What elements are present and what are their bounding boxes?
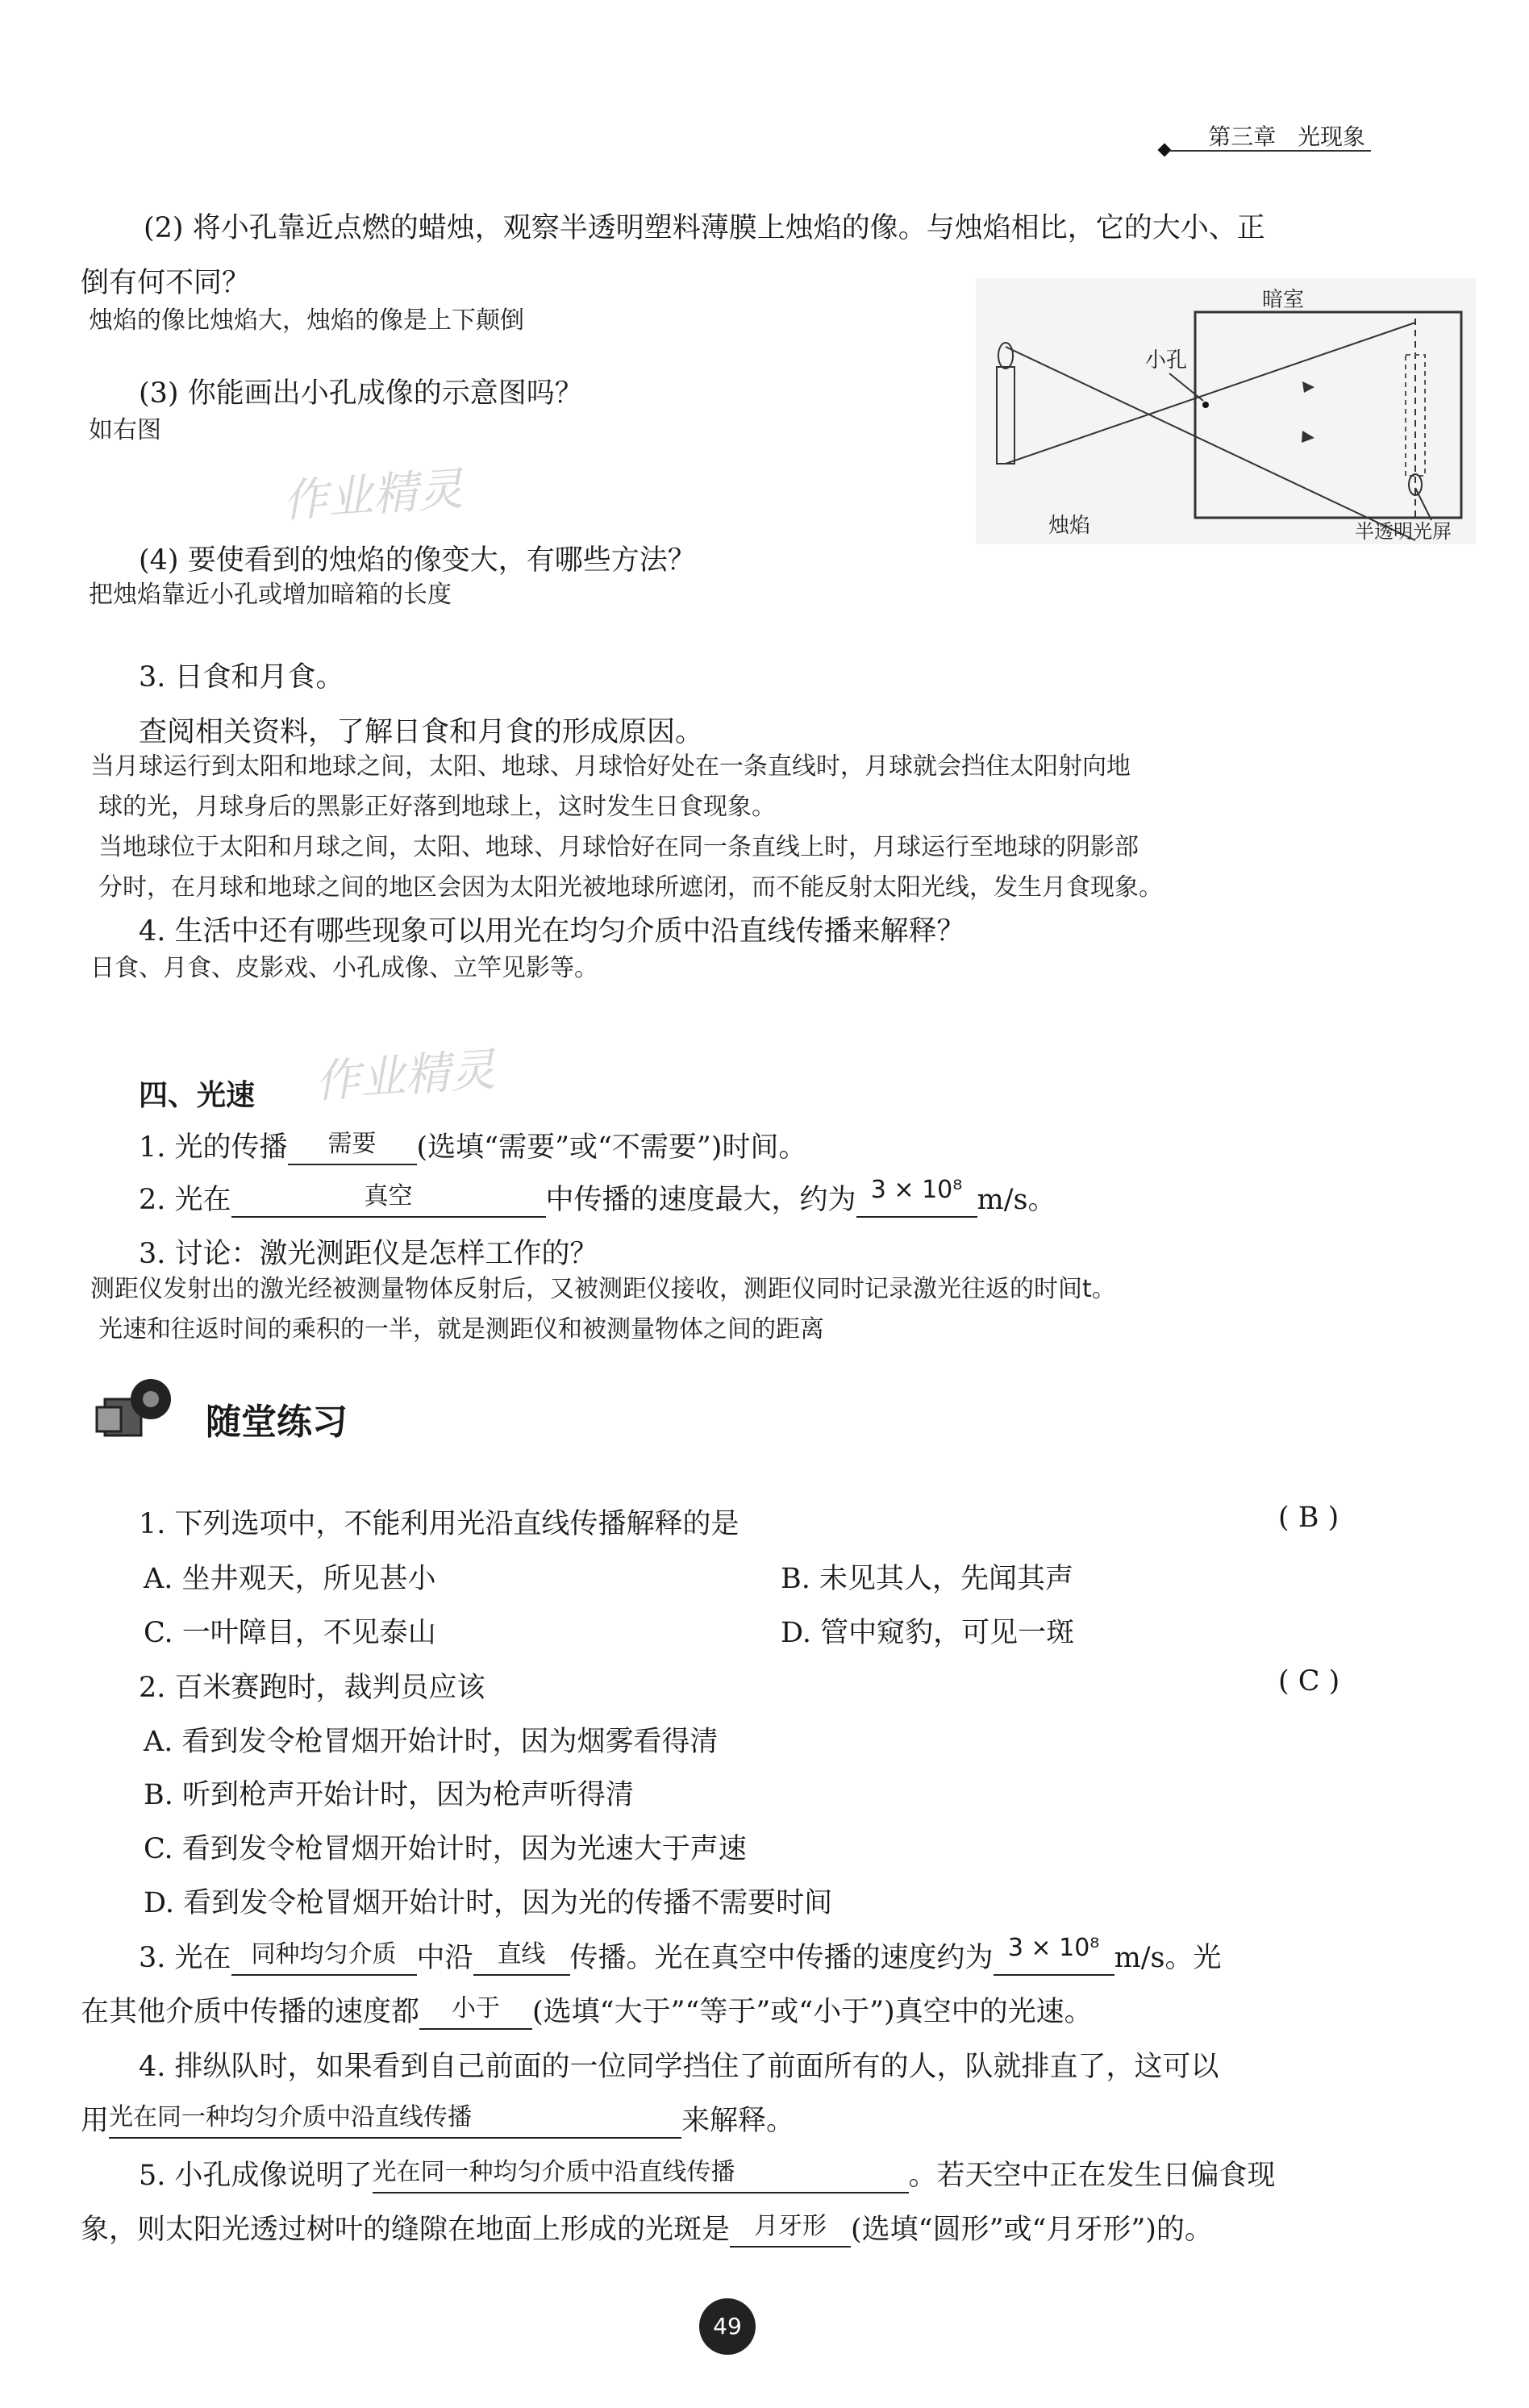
p4-blank [109, 2102, 681, 2139]
p5-fill-2: 月牙形 [754, 2212, 827, 2240]
p5-line-2 [81, 2207, 1213, 2248]
p1-answer: ( B ) [1278, 1502, 1339, 1534]
p1-option-d: D. 管中窥豹，可见一斑 [781, 1617, 1075, 1649]
p3-blank-2 [473, 1939, 570, 1976]
p5-text-a: 5. 小孔成像说明了 [139, 2160, 373, 2192]
p5-text-b: 。若天空中正在发生日偏食现 [908, 2160, 1276, 2192]
sec4-2-blank-2 [856, 1176, 977, 1218]
label-hole: 小孔 [1145, 348, 1188, 373]
sec4-1-text-b: (选填“需要”或“不需要”)时间。 [416, 1131, 807, 1164]
sec4-item-1 [139, 1125, 806, 1165]
label-screen: 半透明光屏 [1355, 520, 1452, 543]
p3-blank-1 [231, 1939, 417, 1976]
p2-option-d: D. 看到发令枪冒烟开始计时，因为光的传播不需要时间 [144, 1887, 833, 1919]
q3-answer-4: 分时，在月球和地球之间的地区会因为太阳光被地球所遮闭，而不能反射太阳光线，发生月食现象。 [98, 873, 1163, 902]
p3-blank-3 [994, 1934, 1114, 1976]
p3-text-e: 在其他介质中传播的速度都 [81, 1996, 420, 2028]
watermark-2: 作业精灵 [313, 1044, 498, 1109]
sec4-item-3: 3. 讨论：激光测距仪是怎样工作的？ [139, 1238, 598, 1270]
pinhole-diagram-svg [976, 278, 1476, 544]
sec4-1-fill: 需要 [327, 1130, 377, 1158]
q2-2-answer: 烛焰的像比烛焰大，烛焰的像是上下颠倒 [89, 306, 524, 335]
q2-4-answer: 把烛焰靠近小孔或增加暗箱的长度 [89, 581, 452, 609]
p4-text-b: 来解释。 [681, 2105, 795, 2137]
practice-title: 随堂练习 [206, 1402, 348, 1443]
q2-4-question: (4) 要使看到的烛焰的像变大，有哪些方法？ [139, 544, 696, 577]
p2-option-a: A. 看到发令枪冒烟开始计时，因为烟雾看得清 [144, 1726, 719, 1758]
p1-option-a: A. 坐井观天，所见甚小 [144, 1563, 436, 1595]
q2-2-line1: (2) 将小孔靠近点燃的蜡烛，观察半透明塑料薄膜上烛焰的像。与烛焰相比，它的大小、正 [144, 212, 1265, 244]
q4-answer: 日食、月食、皮影戏、小孔成像、立竿见影等。 [90, 954, 598, 982]
p2-option-c: C. 看到发令枪冒烟开始计时，因为光速大于声速 [144, 1833, 747, 1865]
p4-line-2 [81, 2098, 794, 2139]
q2-3-question: (3) 你能画出小孔成像的示意图吗？ [139, 377, 583, 410]
q2-3-answer: 如右图 [89, 416, 161, 444]
p2-option-b: B. 听到枪声开始计时，因为枪声听得清 [144, 1779, 634, 1811]
p2-stem: 2. 百米赛跑时，裁判员应该 [139, 1672, 485, 1704]
section-title-light-speed: 四、光速 [139, 1079, 256, 1112]
sec4-2-blank-1 [231, 1181, 546, 1218]
sec4-3-answer-1: 测距仪发射出的激光经被测量物体反射后，又被测距仪接收，测距仪同时记录激光往返的时间t。 [90, 1275, 1116, 1303]
p5-blank-1 [373, 2156, 909, 2193]
p3-blank-4 [419, 1993, 532, 2030]
header-rule [1169, 150, 1371, 152]
p3-text-b: 中沿 [416, 1942, 473, 1974]
p5-blank-2 [730, 2210, 851, 2248]
watermark: 作业精灵 [281, 463, 465, 528]
p3-text-c: 传播。光在真空中传播的速度约为 [569, 1942, 994, 1974]
p5-fill-1: 光在同一种均匀介质中沿直线传播 [372, 2158, 735, 2186]
p5-text-c: 象，则太阳光透过树叶的缝隙在地面上形成的光斑是 [81, 2214, 731, 2246]
p1-stem: 1. 下列选项中，不能利用光沿直线传播解释的是 [139, 1508, 740, 1540]
pinhole-diagram [976, 278, 1476, 544]
p3-fill-3: 3 × 10⁸ [1007, 1934, 1100, 1962]
label-flame: 烛焰 [1048, 514, 1091, 538]
sec4-1-blank [288, 1128, 417, 1165]
p1-option-c: C. 一叶障目，不见泰山 [144, 1617, 436, 1649]
p5-text-d: (选填“圆形”或“月牙形”)的。 [851, 2214, 1213, 2246]
q3-answer-2: 球的光，月球身后的黑影正好落到地球上，这时发生日食现象。 [98, 793, 776, 821]
p2-answer: ( C ) [1278, 1665, 1340, 1698]
chapter-title: 光现象 [1297, 123, 1365, 150]
p3-fill-4: 小于 [452, 1994, 501, 2023]
practice-icon [90, 1375, 179, 1448]
p3-text-a: 3. 光在 [139, 1942, 231, 1974]
sec4-2-text-c: m/s。 [977, 1184, 1056, 1216]
p4-fill: 光在同一种均匀介质中沿直线传播 [109, 2103, 473, 2131]
p3-line-1 [139, 1935, 1222, 1976]
page-number: 49 [699, 2298, 756, 2355]
q3-answer-1: 当月球运行到太阳和地球之间，太阳、地球、月球恰好处在一条直线时，月球就会挡住太阳射向地 [90, 752, 1131, 781]
chapter-header [1208, 119, 1365, 152]
p5-line-1 [139, 2153, 1276, 2193]
sec4-1-text-a: 1. 光的传播 [139, 1131, 288, 1164]
p3-line-2 [81, 1989, 1093, 2030]
p1-option-b: B. 未见其人，先闻其声 [781, 1563, 1073, 1595]
sec4-2-fill-2: 3 × 10⁸ [870, 1176, 963, 1204]
sec4-2-fill-1: 真空 [364, 1182, 413, 1210]
q3-prompt: 查阅相关资料，了解日食和月食的形成原因。 [139, 716, 704, 748]
sec4-2-text-a: 2. 光在 [139, 1184, 231, 1216]
label-dark-room: 暗室 [1262, 288, 1305, 312]
sec4-2-text-b: 中传播的速度最大，约为 [545, 1184, 856, 1216]
p4-line-1: 4. 排纵队时，如果看到自己前面的一位同学挡住了前面所有的人，队就排直了，这可以 [139, 2051, 1219, 2083]
p3-text-d: m/s。光 [1114, 1942, 1222, 1974]
sec4-item-2 [139, 1177, 1056, 1218]
p4-text-a: 用 [81, 2105, 110, 2137]
q3-title: 3. 日食和月食。 [139, 661, 344, 694]
sec4-3-answer-2: 光速和往返时间的乘积的一半，就是测距仪和被测量物体之间的距离 [98, 1315, 824, 1344]
pinhole [1202, 402, 1209, 408]
p3-text-f: (选填“大于”“等于”或“小于”)真空中的光速。 [532, 1996, 1093, 2028]
q3-answer-3: 当地球位于太阳和月球之间，太阳、地球、月球恰好在同一条直线上时，月球运行至地球的阴影部 [98, 833, 1139, 861]
p3-fill-1: 同种均匀介质 [251, 1940, 397, 1968]
p3-fill-2: 直线 [497, 1940, 546, 1968]
q4-question: 4. 生活中还有哪些现象可以用光在均匀介质中沿直线传播来解释？ [139, 915, 965, 948]
chapter-number: 第三章 [1208, 123, 1277, 150]
q2-2-line2: 倒有何不同？ [81, 267, 251, 299]
